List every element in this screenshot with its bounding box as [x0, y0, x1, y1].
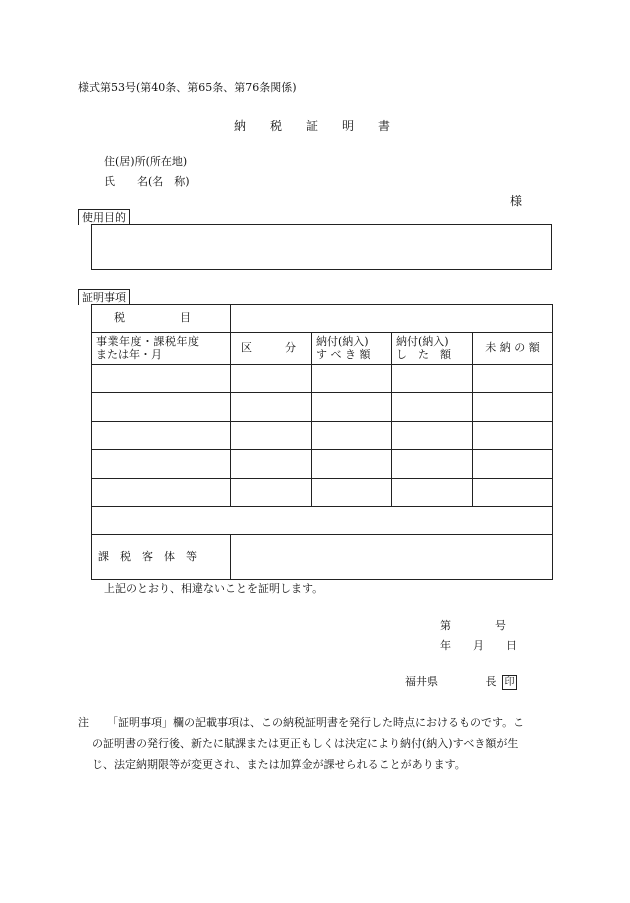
table-cell[interactable]	[473, 365, 553, 393]
issuer-title: 長	[485, 675, 497, 688]
form-number: 様式第53号(第40条、第65条、第76条関係)	[78, 81, 297, 94]
cert-table	[91, 304, 553, 580]
table-cell[interactable]	[92, 422, 231, 450]
table-cell[interactable]	[392, 422, 473, 450]
table-cell[interactable]	[231, 422, 312, 450]
table-cell[interactable]	[473, 393, 553, 422]
purpose-label: 使用目的	[78, 209, 130, 225]
paid-amount-label: 納付(納入) し た 額	[392, 333, 473, 365]
certify-text: 上記のとおり、相違ないことを証明します。	[104, 582, 324, 595]
tax-item-label: 税 目	[92, 305, 231, 333]
name-label: 氏 名(名 称)	[104, 175, 190, 188]
note-line-1: 「証明事項」欄の記載事項は、この納税証明書を発行した時点におけるものです。こ	[107, 716, 525, 729]
tax-object-value[interactable]	[231, 535, 553, 580]
table-cell[interactable]	[92, 479, 231, 507]
table-cell[interactable]	[231, 393, 312, 422]
issuer	[405, 675, 517, 690]
tax-object-label: 課 税 客 体 等	[92, 535, 231, 580]
table-cell[interactable]	[92, 450, 231, 479]
table-row	[92, 450, 553, 479]
table-cell[interactable]	[392, 479, 473, 507]
note-line-3: じ、法定納期限等が変更され、または加算金が課せられることがあります。	[92, 758, 466, 771]
table-row	[92, 479, 553, 507]
table-cell[interactable]	[473, 479, 553, 507]
number-line: 第 号	[440, 619, 506, 632]
due-amount-label: 納付(納入) す べ き 額	[312, 333, 392, 365]
table-cell[interactable]	[312, 422, 392, 450]
table-cell[interactable]	[473, 450, 553, 479]
table-cell[interactable]	[312, 450, 392, 479]
unpaid-amount-label: 未 納 の 額	[473, 333, 553, 365]
note	[78, 712, 548, 775]
note-line-2: の証明書の発行後、新たに賦課または更正もしくは決定により納付(納入)すべき額が生	[92, 737, 519, 750]
table-cell[interactable]	[392, 393, 473, 422]
table-cell[interactable]	[312, 365, 392, 393]
honorific: 様	[510, 194, 523, 208]
table-cell[interactable]	[312, 479, 392, 507]
table-row	[92, 422, 553, 450]
note-head: 注	[78, 716, 89, 729]
issuer-prefecture: 福井県	[405, 675, 438, 688]
table-cell[interactable]	[231, 365, 312, 393]
table-cell[interactable]	[473, 422, 553, 450]
table-cell[interactable]	[392, 450, 473, 479]
purpose-box[interactable]	[91, 224, 552, 270]
date-line: 年 月 日	[440, 639, 517, 652]
table-cell[interactable]	[312, 393, 392, 422]
seal-icon: 印	[502, 675, 517, 690]
table-row	[92, 365, 553, 393]
tax-item-value[interactable]	[231, 305, 553, 333]
table-cell[interactable]	[392, 365, 473, 393]
address-label: 住(居)所(所在地)	[104, 155, 188, 168]
cert-label: 証明事項	[78, 289, 130, 305]
table-cell[interactable]	[92, 393, 231, 422]
table-cell[interactable]	[92, 365, 231, 393]
table-cell[interactable]	[231, 450, 312, 479]
table-row	[92, 393, 553, 422]
document-title: 納 税 証 明 書	[234, 119, 391, 133]
category-label: 区 分	[231, 333, 312, 365]
year-label: 事業年度・課税年度 または年・月	[92, 333, 231, 365]
table-cell[interactable]	[231, 479, 312, 507]
blank-row[interactable]	[92, 507, 553, 535]
